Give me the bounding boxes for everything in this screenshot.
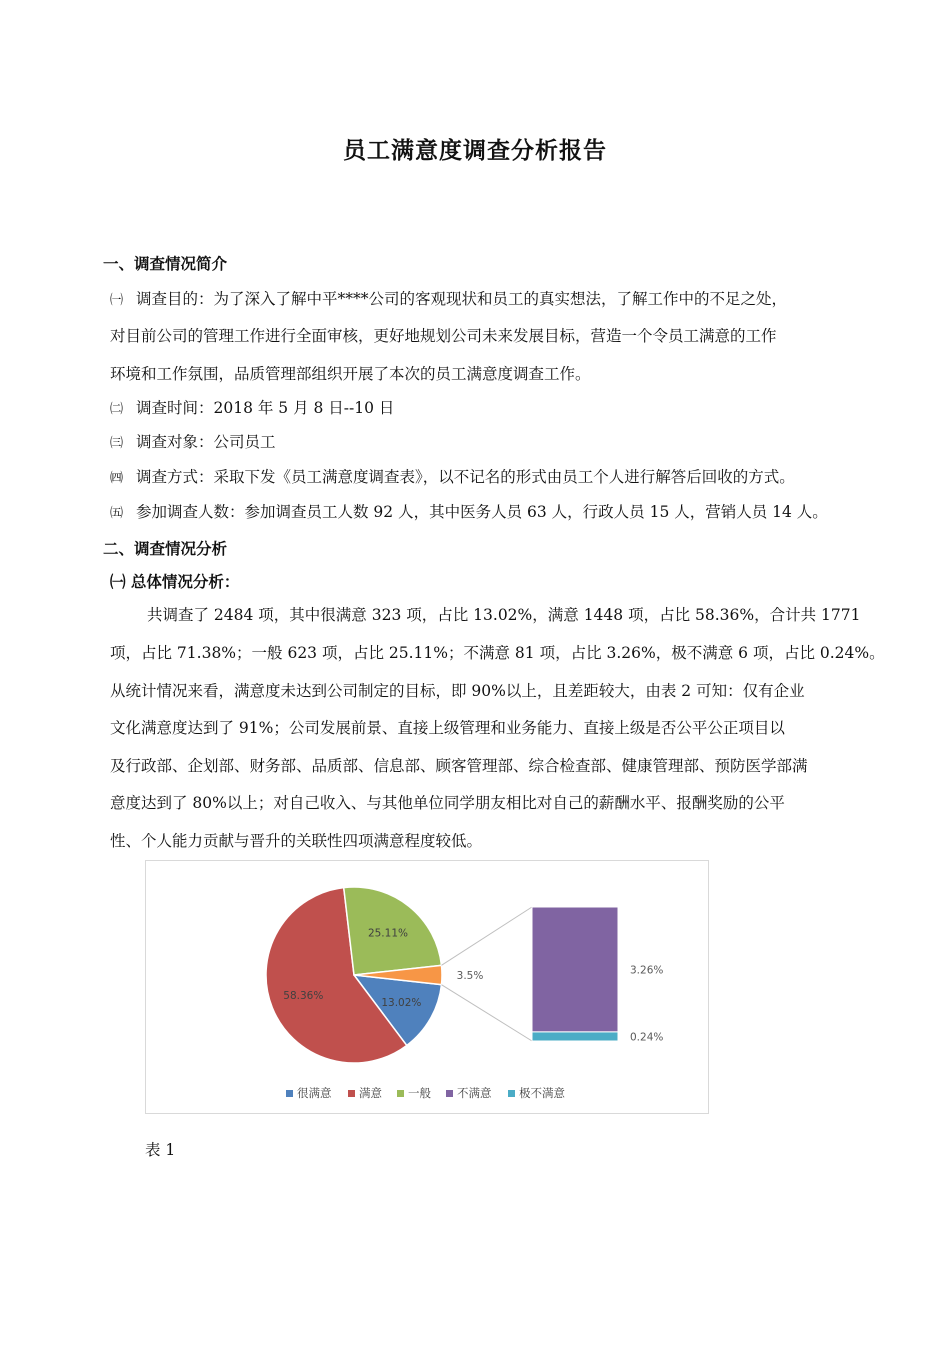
analysis-line-5: 及行政部、企划部、财务部、品质部、信息部、顾客管理部、综合检查部、健康管理部、预防医学部满 [110,757,808,775]
item-method [110,465,862,487]
legend-label-4: 极不满意 [519,1086,565,1100]
analysis-line-2: 项，占比 71.38%；一般 623 项，占比 25.11%；不满意 81 项，占比 3.26%，极不满意 6 项，占比 0.24%。 [110,644,885,662]
item-purpose-cont-2: 环境和工作氛围，品质管理部组织开展了本次的员工满意度调查工作。 [110,365,591,383]
legend-swatch-2 [397,1090,404,1097]
item-marker: ㈣ [110,471,124,486]
bar-segment-1 [532,907,618,1032]
item-time [110,396,862,418]
legend-label-2: 一般 [408,1086,431,1100]
pie-label-0: 13.02% [381,997,422,1010]
document-title: 员工满意度调查分析报告 [343,138,607,164]
analysis-line-6: 意度达到了 80%以上；对自己收入、与其他单位同学朋友相比对自己的薪酬水平、报酬奖励的公平 [110,794,785,812]
legend-label-1: 满意 [359,1086,382,1100]
analysis-line-4: 文化满意度达到了 91%；公司发展前景、直接上级管理和业务能力、直接上级是否公平公正项目以 [110,719,785,737]
satisfaction-chart [145,860,709,1114]
item-text: 参加调查人数：参加调查员工人数 92 人，其中医务人员 63 人，行政人员 15 人，营销人员 14 人。 [136,503,828,521]
item-marker: ㈠ [110,293,124,308]
item-participants [110,500,862,522]
legend-label-0: 很满意 [297,1086,332,1100]
bar-segment-0 [532,1032,618,1041]
pie-label-2: 25.11% [367,927,408,940]
bar-label-0: 0.24% [630,1031,664,1044]
legend-label-3: 不满意 [457,1086,492,1100]
legend-swatch-4 [508,1090,515,1097]
analysis-line-3: 从统计情况来看，满意度未达到公司制定的目标，即 90%以上，且差距较大，由表 2 可知：仅有企业 [110,682,805,700]
item-text: 调查目的：为了深入了解中平****公司的客观现状和员工的真实想法，了解工作中的不足之处， [136,290,788,308]
analysis-line-1 [110,603,862,625]
analysis-text: 共调查了 2484 项，其中很满意 323 项，占比 13.02%，满意 1448 项，占比 58.36%，合计共 1771 [147,606,861,624]
item-text: 调查方式：采取下发《员工满意度调查表》，以不记名的形式由员工个人进行解答后回收的方式。 [136,468,795,486]
table-caption: 表 1 [145,1141,176,1159]
pie-label-1: 58.36% [283,990,324,1003]
connector-top [441,907,532,965]
item-marker: ㈡ [110,402,124,417]
item-text: 调查时间：2018 年 5 月 8 日--10 日 [136,399,395,417]
analysis-line-7: 性、个人能力贡献与晋升的关联性四项满意程度较低。 [110,832,483,850]
item-text: 调查对象：公司员工 [136,433,276,451]
legend-swatch-3 [446,1090,453,1097]
chart-svg [146,861,708,1113]
legend-swatch-1 [348,1090,355,1097]
item-marker: ㈢ [110,436,124,451]
section2-subheading: ㈠ 总体情况分析： [110,573,240,591]
item-marker: ㈤ [110,506,124,521]
connector-bottom [441,985,532,1041]
legend-swatch-0 [286,1090,293,1097]
item-purpose [110,287,862,309]
pie-label-3: 3.5% [456,970,484,982]
section2-heading: 二、调查情况分析 [103,540,228,558]
item-purpose-cont-1: 对目前公司的管理工作进行全面审核，更好地规划公司未来发展目标，营造一个令员工满意的工作 [110,327,777,345]
bar-label-1: 3.26% [630,964,664,977]
item-target [110,430,862,452]
section1-heading: 一、调查情况简介 [103,255,228,273]
